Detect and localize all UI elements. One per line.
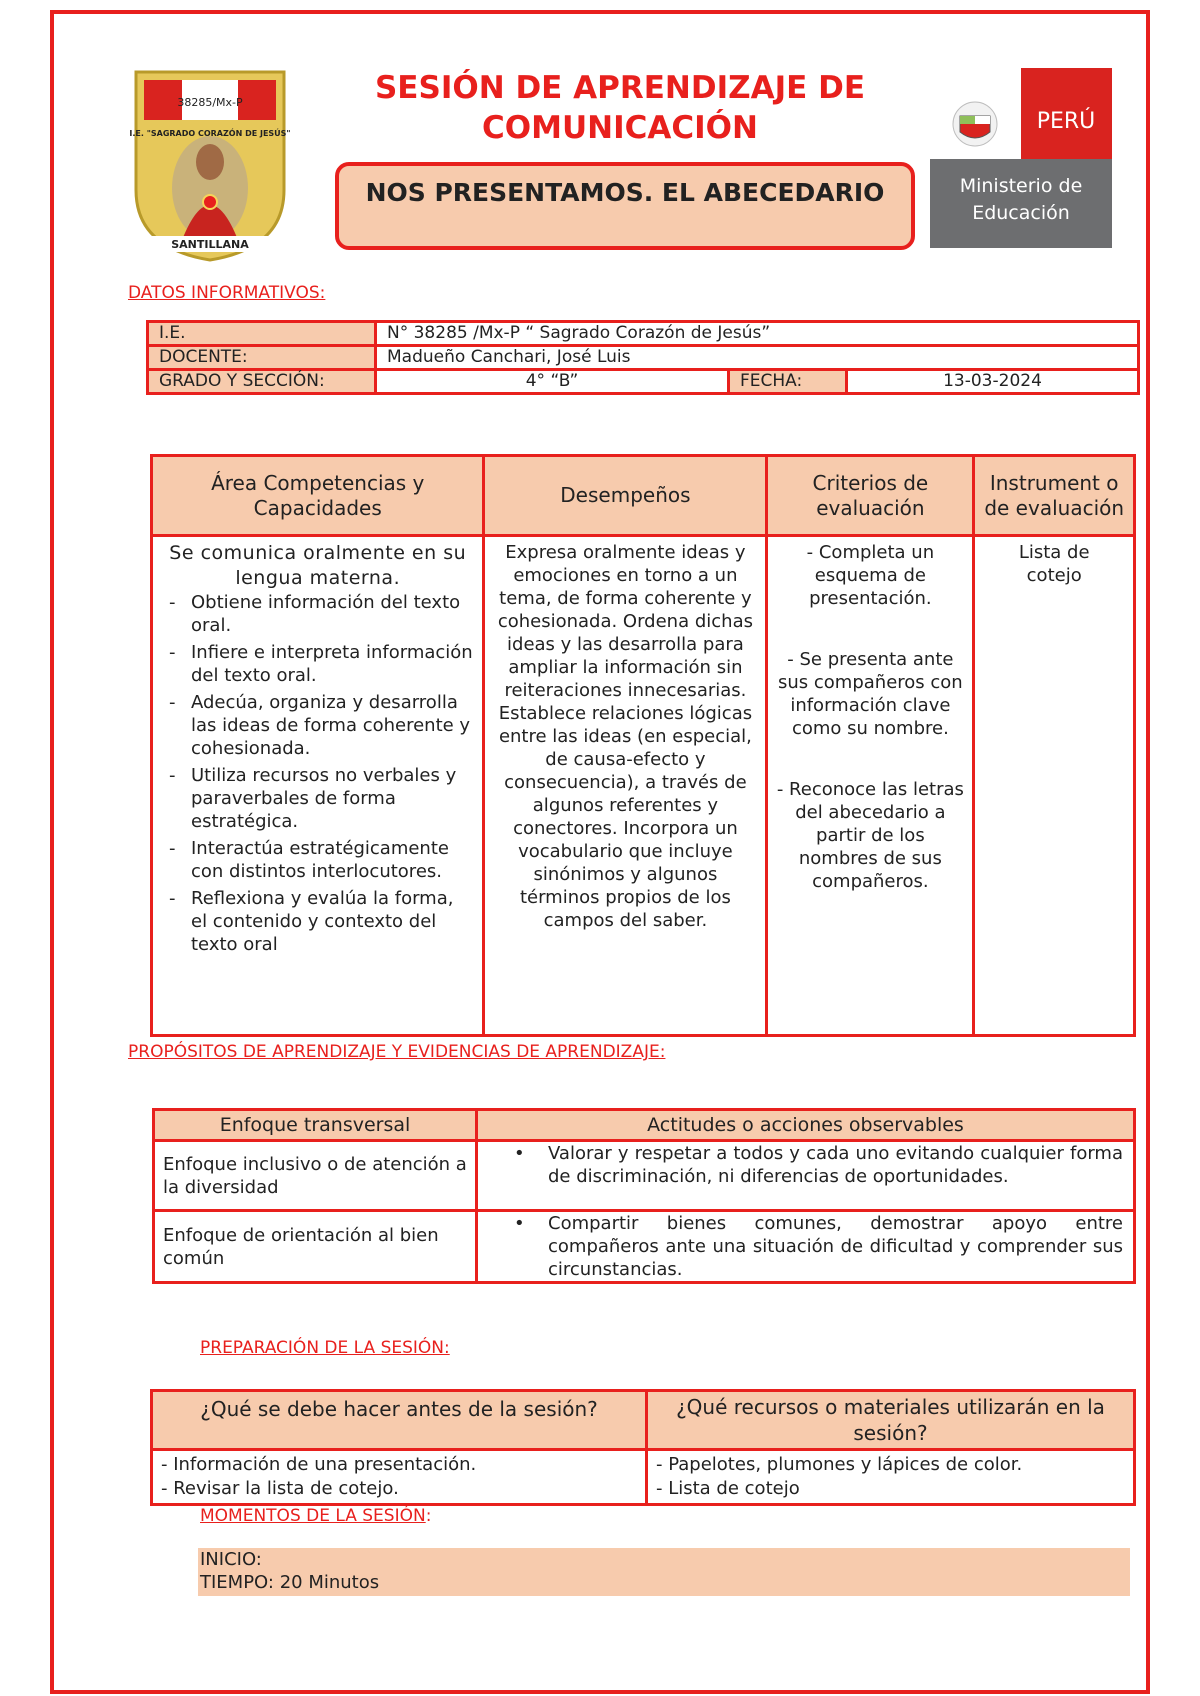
header-antes: ¿Qué se debe hacer antes de la sesión? [152,1391,647,1450]
tiempo-label: TIEMPO: 20 Minutos [200,1572,380,1593]
list-item: - Reflexiona y evalúa la forma, el contenido y contexto del texto oral [191,887,474,956]
list-item: - Infiere e interpreta información del texto oral. [191,641,474,687]
school-logo-code: 38285/Mx-P [177,96,243,109]
criterio-item: - Completa un esquema de presentación. [806,542,935,609]
school-logo-place: SANTILLANA [171,238,249,251]
enfoque-cell: Enfoque de orientación al bien común [154,1211,477,1283]
criterio-item: - Se presenta ante sus compañeros con información clave como su nombre. [778,649,963,739]
momentos-heading: MOMENTOS DE LA SESIÓN: [200,1506,432,1526]
docente-label: DOCENTE: [148,346,376,370]
inicio-label: INICIO: [200,1549,262,1570]
enfoques-table [152,1108,1136,1284]
header-instrumento: Instrument o de evaluación [974,456,1135,536]
ministry-logo-country: PERÚ [1036,109,1096,134]
criterio-item: - Reconoce las letras del abecedario a partir de los nombres de sus compañeros. [776,779,964,892]
inicio-block [198,1548,1130,1596]
fecha-label: FECHA: [729,370,847,394]
competencia-text: Se comunica oralmente en su lengua materna. [169,542,467,589]
datos-table [146,320,1140,395]
header-desempenos: Desempeños [484,456,767,536]
grado-value: 4° “B” [376,370,729,394]
desempeno-text: Expresa oralmente ideas y emociones en torno a un tema, de forma coherente y cohesionada. Ordena dichas ideas y las desarrolla para ampliar la información sin reiteraciones innecesarias. Establece relaciones lógicas entre las ideas (en especial, de causa-efecto y consecuencia), a través de algunos referentes y conectores. Incorpora un vocabulario que incluye sinónimos y algunos términos propios de los campos del saber. [484,536,767,1036]
header-recursos: ¿Qué recursos o materiales utilizarán en la sesión? [647,1391,1135,1450]
criterios-cell [767,536,974,1036]
list-item: - Obtiene información del texto oral. [191,591,474,637]
datos-heading: DATOS INFORMATIVOS: [128,283,326,303]
list-item: - Información de una presentación. [161,1454,477,1475]
header-enfoque: Enfoque transversal [154,1110,477,1141]
accion-cell: • Valorar y respetar a todos y cada uno evitando cualquier forma de discriminación, ni diferencias de oportunidades. [477,1141,1135,1211]
competencias-table [150,454,1136,1037]
docente-value: Madueño Canchari, José Luis [376,346,1139,370]
session-title: NOS PRESENTAMOS. EL ABECEDARIO [335,162,915,250]
list-item: - Papelotes, plumones y lápices de color. [656,1454,1023,1475]
list-item: - Revisar la lista de cotejo. [161,1478,399,1499]
list-item: - Lista de cotejo [656,1478,800,1499]
preparacion-table [150,1389,1136,1506]
enfoque-cell: Enfoque inclusivo o de atención a la diversidad [154,1141,477,1211]
header-actitudes: Actitudes o acciones observables [477,1110,1135,1141]
ie-value: N° 38285 /Mx-P “ Sagrado Corazón de Jesús” [376,322,1139,346]
ministry-logo-line1: Ministerio de [959,175,1083,197]
propositos-heading: PROPÓSITOS DE APRENDIZAJE Y EVIDENCIAS DE APRENDIZAJE: [128,1042,666,1062]
header-competencias: Área Competencias y Capacidades [152,456,484,536]
instrumento-text: Lista de cotejo [974,536,1135,1036]
recursos-cell [647,1450,1135,1505]
page-title: SESIÓN DE APRENDIZAJE DE COMUNICACIÓN [374,70,865,146]
preparacion-heading: PREPARACIÓN DE LA SESIÓN: [200,1338,450,1358]
ministry-logo [930,68,1112,248]
capacidades-list [161,591,474,956]
header-criterios: Criterios de evaluación [767,456,974,536]
ministry-logo-line2: Educación [972,202,1070,224]
fecha-value: 13-03-2024 [847,370,1139,394]
ie-label: I.E. [148,322,376,346]
list-item: - Utiliza recursos no verbales y paraverbales de forma estratégica. [191,764,474,833]
accion-cell: • Compartir bienes comunes, demostrar apoyo entre compañeros ante una situación de dificultad y comprender sus circunstancias. [477,1211,1135,1283]
competencia-cell [152,536,484,1036]
antes-cell [152,1450,647,1505]
school-logo [130,70,290,262]
grado-label: GRADO Y SECCIÓN: [148,370,376,394]
school-logo-name: I.E. "SAGRADO CORAZÓN DE JESÚS" [130,129,290,138]
list-item: - Adecúa, organiza y desarrolla las ideas de forma coherente y cohesionada. [191,691,474,760]
list-item: - Interactúa estratégicamente con distintos interlocutores. [191,837,474,883]
